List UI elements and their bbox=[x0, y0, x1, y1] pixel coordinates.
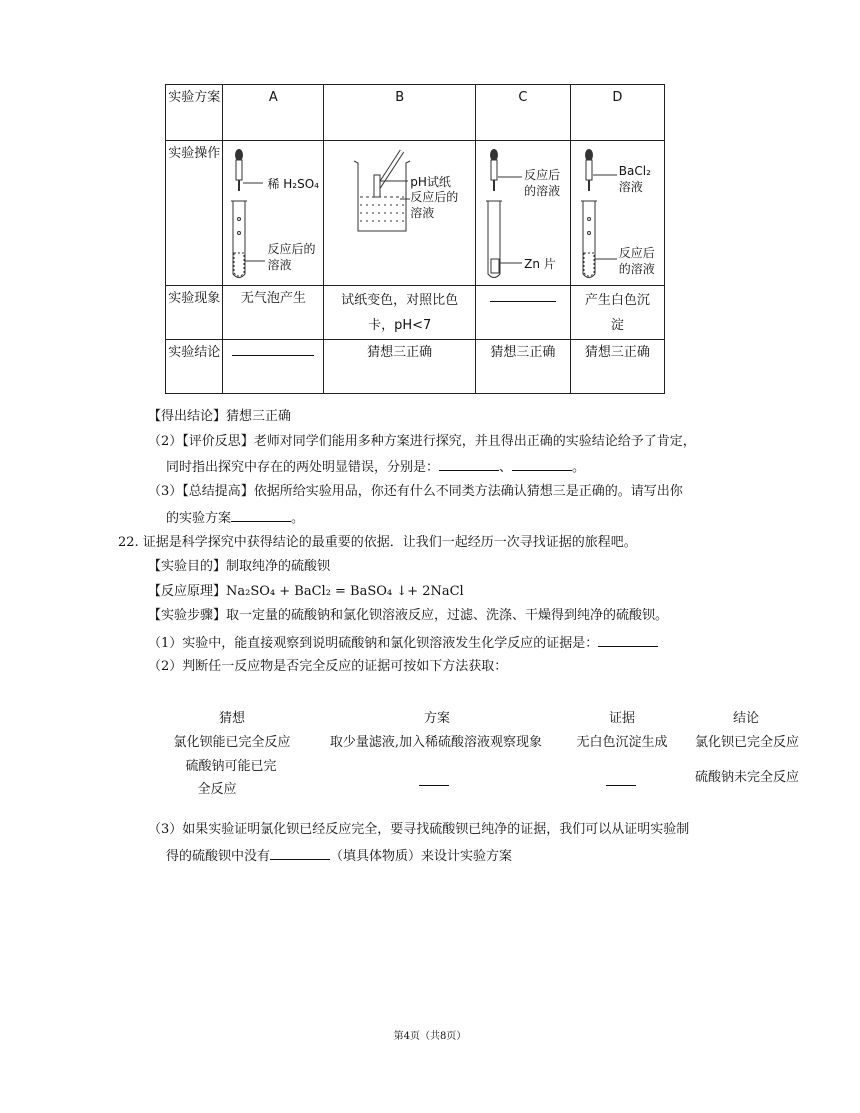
label-zn-piece: Zn 片 bbox=[524, 257, 556, 271]
conclusion-c: 猜想三正确 bbox=[476, 340, 571, 394]
row1-evidence: 无白色沉淀生成 bbox=[576, 735, 668, 750]
header-c: C bbox=[476, 85, 571, 141]
operation-c bbox=[476, 141, 571, 286]
operation-a bbox=[223, 141, 324, 286]
blank-error-2 bbox=[512, 456, 572, 471]
th-conclusion: 结论 bbox=[732, 711, 759, 726]
blank-error-1 bbox=[439, 456, 499, 471]
q22-q3-line1: （3）如果实验证明氯化钡已经反应完全，要寻找硫酸钡已纯净的证据，我们可以从证明实验制 bbox=[148, 822, 690, 837]
q22-q2: （2）判断任一反应物是否完全反应的证据可按如下方法获取： bbox=[148, 659, 508, 674]
blank-substance bbox=[270, 845, 330, 860]
blank-phenomenon-c bbox=[490, 287, 556, 302]
blank-evidence bbox=[598, 632, 658, 647]
q21-conclusion: 【得出结论】猜想三正确 bbox=[148, 409, 292, 424]
row1-conclusion: 氯化钡已完全反应 bbox=[694, 735, 799, 750]
page-footer: 第4页（共8页） bbox=[393, 1031, 467, 1042]
th-guess: 猜想 bbox=[218, 711, 245, 726]
phenomenon-c bbox=[476, 286, 571, 340]
q21-p3-line1: （3）【总结提高】依据所给实验用品，你还有什么不同类方法确认猜想三是正确的。请写出你 bbox=[148, 484, 683, 499]
row-label-conclusion: 实验结论 bbox=[166, 340, 223, 394]
q22-title: 22. 证据是科学探究中获得结论的最重要的依据．让我们一起经历一次寻找证据的旅程吧。 bbox=[118, 535, 637, 550]
header-a: A bbox=[223, 85, 324, 141]
row2-guess-line1: 硫酸钠可能已完 bbox=[185, 759, 277, 774]
label-ph-paper: pH试纸 bbox=[410, 175, 451, 189]
q22-purpose: 【实验目的】制取纯净的硫酸钡 bbox=[148, 559, 331, 574]
row2-guess-line2: 全反应 bbox=[197, 782, 237, 797]
conclusion-b: 猜想三正确 bbox=[324, 340, 476, 394]
blank-conclusion-a bbox=[232, 341, 314, 356]
q21-p2-line1: （2）【评价反思】老师对同学们能用多种方案进行探究，并且得出正确的实验结论给予了肯定， bbox=[148, 434, 696, 449]
operation-d bbox=[570, 141, 664, 286]
conclusion-d: 猜想三正确 bbox=[570, 340, 664, 394]
q22-q1: （1）实验中，能直接观察到说明硫酸钠和氯化钡溶液发生化学反应的证据是： bbox=[148, 632, 658, 654]
phenomenon-a: 无气泡产生 bbox=[223, 286, 324, 340]
blank-row2-plan bbox=[419, 785, 449, 786]
q21-p3-line2: 的实验方案 。 bbox=[166, 507, 304, 529]
reaction-equation: Na₂SO₄ + BaCl₂ = BaSO₄ ↓+ 2NaCl bbox=[226, 584, 464, 599]
header-b: B bbox=[324, 85, 476, 141]
experiment-table bbox=[165, 84, 665, 394]
label-solution-b: 反应后的溶液 bbox=[410, 190, 459, 220]
label-solution-c: 反应后的溶液 bbox=[524, 168, 561, 198]
dropper-zn-diagram bbox=[476, 141, 570, 286]
operation-b bbox=[324, 141, 476, 286]
row-label-operation: 实验操作 bbox=[166, 141, 223, 286]
blank-row2-evidence bbox=[606, 785, 636, 786]
label-solution-d: 反应后的溶液 bbox=[618, 246, 655, 276]
q21-p2-line2: 同时指出探究中存在的两处明显错误，分别是： 、 。 bbox=[166, 456, 585, 478]
row1-plan: 取少量滤液,加入稀硫酸溶液观察现象 bbox=[329, 735, 543, 750]
phenomenon-d: 产生白色沉淀 bbox=[570, 286, 664, 340]
q22-steps: 【实验步骤】取一定量的硫酸钠和氯化钡溶液反应，过滤、洗涤、干燥得到纯净的硫酸钡。 bbox=[148, 608, 669, 623]
th-plan: 方案 bbox=[423, 711, 450, 726]
phenomenon-b: 试纸变色，对照比色卡，pH<7 bbox=[324, 286, 476, 340]
row-label-phenomenon: 实验现象 bbox=[166, 286, 223, 340]
conclusion-a bbox=[223, 340, 324, 394]
header-plan: 实验方案 bbox=[166, 85, 223, 141]
q22-principle: 【反应原理】Na₂SO₄ + BaCl₂ = BaSO₄ ↓+ 2NaCl bbox=[148, 584, 464, 599]
q22-q3-line2: 得的硫酸钡中没有 （填具体物质）来设计实验方案 bbox=[166, 845, 512, 867]
label-bacl2: BaCl₂溶液 bbox=[618, 164, 651, 194]
blank-plan bbox=[231, 507, 291, 522]
row1-guess: 氯化钡能已完全反应 bbox=[173, 735, 291, 750]
header-d: D bbox=[570, 85, 664, 141]
label-dilute-h2so4: 稀 H₂SO₄ bbox=[267, 177, 319, 191]
label-solution-a: 反应后的溶液 bbox=[267, 242, 316, 272]
row2-conclusion: 硫酸钠未完全反应 bbox=[694, 770, 799, 785]
th-evidence: 证据 bbox=[608, 711, 635, 726]
